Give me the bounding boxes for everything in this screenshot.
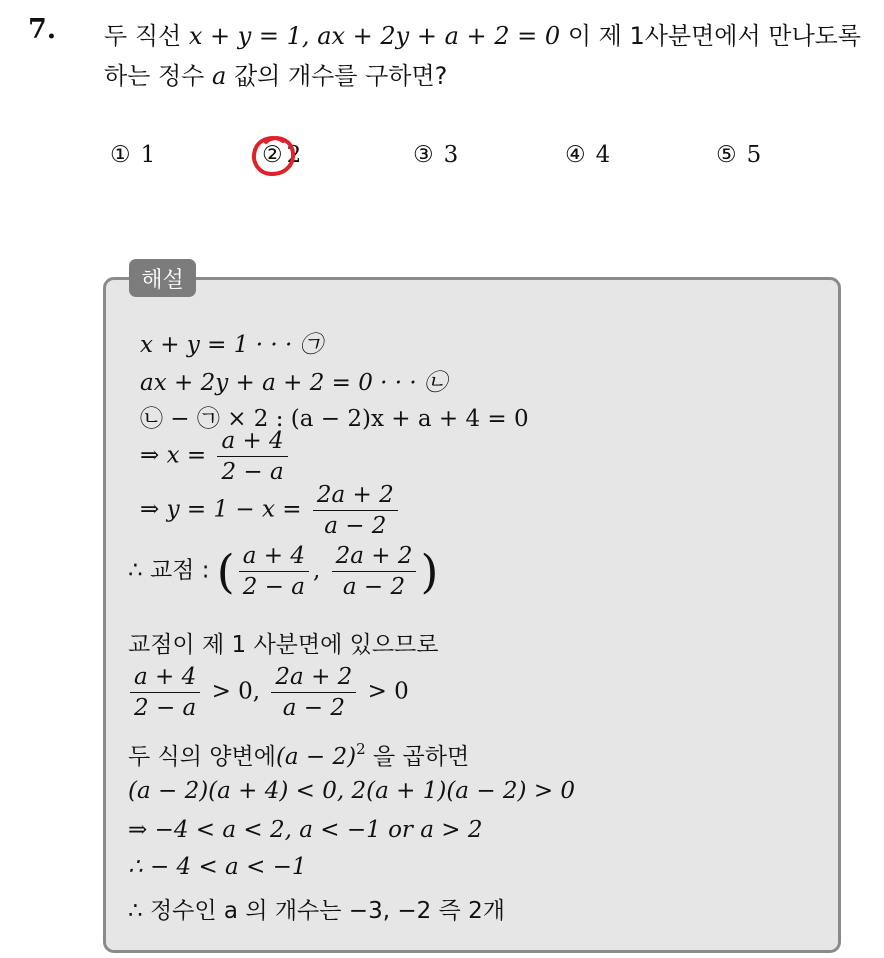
fraction: $\frac{a + 4}{2 - a}$: [217, 428, 287, 485]
fraction: $\frac{2a + 2}{a - 2}$: [313, 482, 398, 539]
fraction: $\frac{a + 4}{2 - a}$: [239, 543, 309, 600]
solution-line-4: [140, 428, 292, 485]
answer-choices: [0, 142, 884, 176]
choice-1[interactable]: [110, 142, 155, 168]
intersection-label: ∴ 교점 :: [128, 557, 210, 584]
choice-value: 5: [746, 142, 762, 168]
question-line-1: [104, 16, 861, 51]
solution-line-7: 교점이 제 1 사분면에 있으므로: [128, 632, 439, 658]
formula-lead: ⇒ y = 1 − x =: [140, 496, 302, 523]
solution-line-2: ax + 2y + a + 2 = 0 · · · ㉡: [140, 370, 448, 396]
solution-box: [103, 277, 841, 953]
formula-lead: ⇒ x =: [140, 442, 207, 469]
question-line-2: [104, 56, 447, 91]
solution-line-10: (a − 2)(a + 4) < 0, 2(a + 1)(a − 2) > 0: [128, 778, 576, 804]
question-text: 하는 정수: [104, 62, 212, 90]
choice-mark: ③: [413, 142, 434, 168]
solution-line-8: $\frac{a + 4}{2 - a}$ > 0, $\frac{2a + 2}{a - 2}$ > 0: [126, 664, 409, 721]
choice-mark: ①: [110, 142, 131, 168]
solution-line-1: x + y = 1 · · · ㉠: [140, 332, 323, 358]
solution-line-5: [140, 482, 402, 539]
solution-tag: 해설: [129, 259, 196, 297]
choice-mark: ②: [262, 142, 283, 168]
fraction: $\frac{a + 4}{2 - a}$: [130, 664, 200, 721]
choice-value: 4: [595, 142, 611, 168]
variable-a: a: [212, 62, 227, 90]
solution-line-11: ⇒ −4 < a < 2, a < −1 or a > 2: [128, 817, 483, 843]
fraction: $\frac{2a + 2}{a - 2}$: [271, 664, 356, 721]
solution-line-13: ∴ 정수인 a 의 개수는 −3, −2 즉 2개: [128, 898, 505, 924]
choice-5[interactable]: [716, 142, 761, 168]
question-text: 이 제 1사분면에서 만나도록: [560, 22, 861, 50]
equation-2: ax + 2y + a + 2 = 0: [317, 22, 561, 50]
solution-line-9: 두 식의 양변에$(a - 2)^2$ 을 곱하면: [128, 740, 470, 770]
choice-mark: ④: [565, 142, 586, 168]
question-number: 7.: [28, 14, 57, 45]
choice-mark: ⑤: [716, 142, 737, 168]
solution-line-12: ∴ − 4 < a < −1: [128, 854, 307, 880]
fraction: $\frac{2a + 2}{a - 2}$: [332, 543, 417, 600]
choice-4[interactable]: [565, 142, 610, 168]
solution-line-6: ∴ 교점 : ( $\frac{a + 4}{2 - a}$ , $\frac{2a + 2}{a - 2}$ ): [128, 543, 439, 600]
choice-value: 3: [443, 142, 459, 168]
question-text: 값의 개수를 구하면?: [226, 62, 448, 90]
choice-3[interactable]: [413, 142, 458, 168]
choice-value: 1: [140, 142, 156, 168]
answer-circle-mark: [250, 133, 300, 179]
question-text: 두 직선: [104, 22, 189, 50]
solution-line-3: ㉡ − ㉠ × 2 : (a − 2)x + a + 4 = 0: [140, 406, 529, 432]
equation-1: x + y = 1,: [188, 22, 310, 50]
choice-value: 2: [286, 142, 302, 168]
